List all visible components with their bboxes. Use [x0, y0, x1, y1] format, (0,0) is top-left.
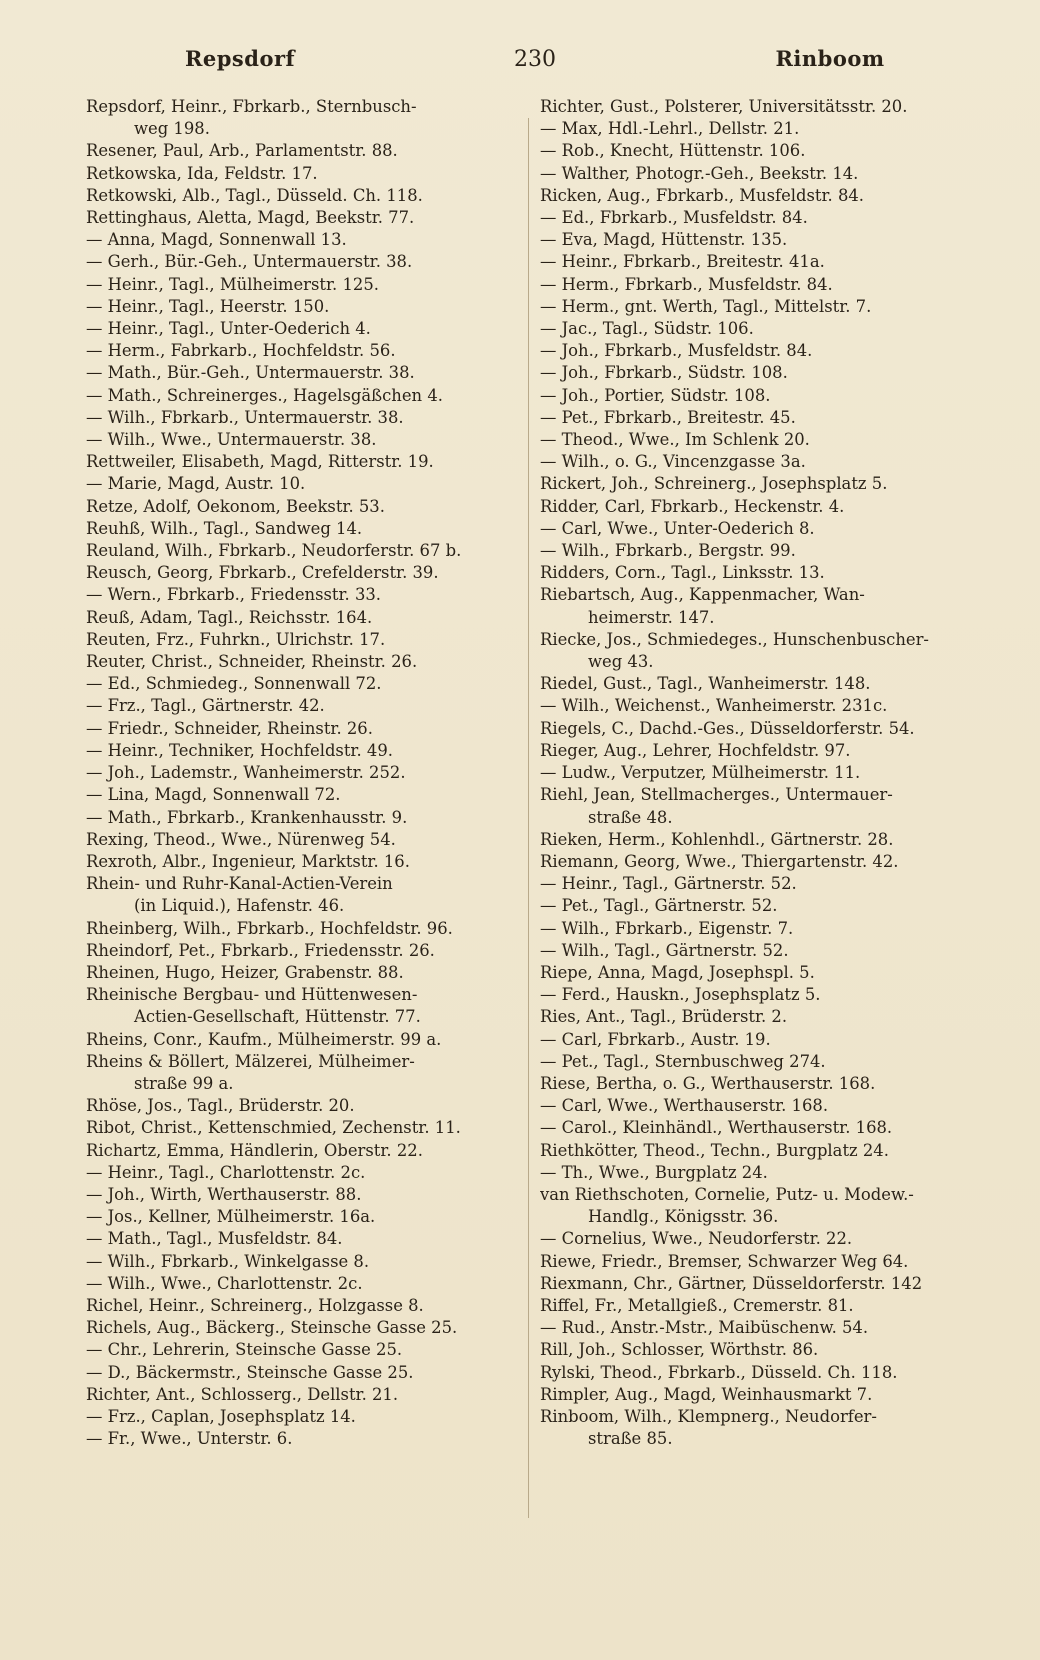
directory-entry: — Math., Schreinerges., Hagelsgäßchen 4. — [86, 385, 443, 405]
column-divider — [528, 118, 529, 1518]
directory-entry: — Anna, Magd, Sonnenwall 13. — [86, 230, 347, 250]
directory-entry: Ricken, Aug., Fbrkarb., Musfeldstr. 84. — [540, 185, 865, 205]
directory-entry: — Marie, Magd, Austr. 10. — [86, 474, 306, 494]
directory-entry: — Max, Hdl.-Lehrl., Dellstr. 21. — [540, 119, 800, 139]
directory-entry: Riethkötter, Theod., Techn., Burgplatz 24. — [540, 1140, 889, 1160]
directory-entry: — Wilh., Fbrkarb., Winkelgasse 8. — [86, 1251, 370, 1271]
directory-entry: — Herm., Fabrkarb., Hochfeldstr. 56. — [86, 341, 396, 361]
directory-entry: Resener, Paul, Arb., Parlamentstr. 88. — [86, 141, 398, 161]
directory-entry: — Joh., Portier, Südstr. 108. — [540, 385, 771, 405]
directory-entry: — Rud., Anstr.-Mstr., Maibüschenw. 54. — [540, 1318, 869, 1338]
directory-entry: Rexing, Theod., Wwe., Nürenweg 54. — [86, 829, 396, 849]
directory-entry: — Gerh., Bür.-Geh., Untermauerstr. 38. — [86, 252, 413, 272]
directory-entry: Richter, Ant., Schlosserg., Dellstr. 21. — [86, 1384, 399, 1404]
directory-entry: Reuhß, Wilh., Tagl., Sandweg 14. — [86, 518, 363, 538]
directory-entry: — Wilh., Wwe., Charlottenstr. 2c. — [86, 1273, 363, 1293]
entry-continuation: heimerstr. 147. — [588, 607, 715, 627]
directory-entry: — Ed., Fbrkarb., Musfeldstr. 84. — [540, 208, 808, 228]
directory-entry: — Frz., Tagl., Gärtnerstr. 42. — [86, 696, 325, 716]
page-number: 230 — [514, 47, 556, 72]
page-header — [90, 46, 980, 82]
directory-entry: Riecke, Jos., Schmiedeges., Hunschenbuscher- — [540, 629, 929, 649]
directory-entry: Riepe, Anna, Magd, Josephspl. 5. — [540, 962, 815, 982]
entry-continuation: straße 85. — [588, 1429, 673, 1449]
directory-entry: — Carol., Kleinhändl., Werthauserstr. 168. — [540, 1118, 893, 1138]
directory-entry: Riewe, Friedr., Bremser, Schwarzer Weg 64. — [540, 1251, 909, 1271]
header-right-keyword: Rinboom — [775, 46, 885, 71]
directory-entry: Richel, Heinr., Schreinerg., Holzgasse 8. — [86, 1295, 424, 1315]
directory-entry: — Ferd., Hauskn., Josephsplatz 5. — [540, 985, 821, 1005]
directory-entry: — Pet., Tagl., Sternbuschweg 274. — [540, 1051, 826, 1071]
directory-entry: Riehl, Jean, Stellmacherges., Untermauer- — [540, 785, 893, 805]
entry-continuation: weg 43. — [588, 652, 654, 672]
directory-entry: — Lina, Magd, Sonnenwall 72. — [86, 785, 341, 805]
directory-entry: Rheindorf, Pet., Fbrkarb., Friedensstr. 26. — [86, 940, 435, 960]
directory-entry: — D., Bäckermstr., Steinsche Gasse 25. — [86, 1362, 414, 1382]
directory-entry: Rheinen, Hugo, Heizer, Grabenstr. 88. — [86, 962, 404, 982]
directory-entry: Rettinghaus, Aletta, Magd, Beekstr. 77. — [86, 208, 415, 228]
entry-continuation: straße 99 a. — [134, 1073, 234, 1093]
directory-entry: — Carl, Wwe., Werthauserstr. 168. — [540, 1096, 829, 1116]
directory-entry: — Cornelius, Wwe., Neudorferstr. 22. — [540, 1229, 853, 1249]
directory-entry: — Heinr., Tagl., Charlottenstr. 2c. — [86, 1162, 366, 1182]
directory-entry: Rheinberg, Wilh., Fbrkarb., Hochfeldstr. 96. — [86, 918, 453, 938]
directory-entry: Rinboom, Wilh., Klempnerg., Neudorfer- — [540, 1406, 877, 1426]
directory-entry: — Heinr., Techniker, Hochfeldstr. 49. — [86, 740, 393, 760]
directory-entry: — Eva, Magd, Hüttenstr. 135. — [540, 230, 788, 250]
directory-entry: — Math., Bür.-Geh., Untermauerstr. 38. — [86, 363, 415, 383]
entry-continuation: weg 198. — [134, 119, 210, 139]
entry-continuation: straße 48. — [588, 807, 673, 827]
directory-entry: — Wilh., Wwe., Untermauerstr. 38. — [86, 430, 377, 450]
directory-entry: Rickert, Joh., Schreinerg., Josephsplatz 5. — [540, 474, 888, 494]
directory-entry: Richartz, Emma, Händlerin, Oberstr. 22. — [86, 1140, 423, 1160]
directory-entry: — Heinr., Tagl., Mülheimerstr. 125. — [86, 274, 379, 294]
directory-entry: — Pet., Tagl., Gärtnerstr. 52. — [540, 896, 778, 916]
directory-entry: Rieken, Herm., Kohlenhdl., Gärtnerstr. 28. — [540, 829, 894, 849]
directory-entry: Reusch, Georg, Fbrkarb., Crefelderstr. 39. — [86, 563, 439, 583]
directory-entry: Rheins, Conr., Kaufm., Mülheimerstr. 99 a. — [86, 1029, 442, 1049]
directory-entry: — Herm., Fbrkarb., Musfeldstr. 84. — [540, 274, 833, 294]
right-column — [540, 96, 970, 1450]
directory-entry: — Herm., gnt. Werth, Tagl., Mittelstr. 7. — [540, 296, 872, 316]
directory-entry: Riexmann, Chr., Gärtner, Düsseldorferstr. 142 — [540, 1273, 923, 1293]
directory-entry: — Theod., Wwe., Im Schlenk 20. — [540, 430, 810, 450]
directory-entry: Rylski, Theod., Fbrkarb., Düsseld. Ch. 118. — [540, 1362, 898, 1382]
directory-entry: Reuß, Adam, Tagl., Reichsstr. 164. — [86, 607, 373, 627]
directory-entry: Richter, Gust., Polsterer, Universitätsstr. 20. — [540, 97, 908, 116]
directory-entry: Rhöse, Jos., Tagl., Brüderstr. 20. — [86, 1096, 355, 1116]
directory-entry: Riese, Bertha, o. G., Werthauserstr. 168. — [540, 1073, 876, 1093]
directory-entry: Rimpler, Aug., Magd, Weinhausmarkt 7. — [540, 1384, 873, 1404]
directory-entry: — Joh., Lademstr., Wanheimerstr. 252. — [86, 763, 406, 783]
directory-entry: — Heinr., Tagl., Gärtnerstr. 52. — [540, 874, 797, 894]
directory-entry: — Heinr., Tagl., Unter-Oederich 4. — [86, 319, 371, 339]
directory-entry: — Carl, Fbrkarb., Austr. 19. — [540, 1029, 771, 1049]
entry-continuation: (in Liquid.), Hafenstr. 46. — [134, 896, 345, 916]
directory-entry: Rieger, Aug., Lehrer, Hochfeldstr. 97. — [540, 740, 851, 760]
directory-entry: Rheins & Böllert, Mälzerei, Mülheimer- — [86, 1051, 415, 1071]
header-left-keyword: Repsdorf — [184, 46, 296, 71]
directory-entry: Ribot, Christ., Kettenschmied, Zechenstr. 11. — [86, 1118, 461, 1138]
directory-entry: — Wilh., Fbrkarb., Eigenstr. 7. — [540, 918, 794, 938]
directory-entry: Repsdorf, Heinr., Fbrkarb., Sternbusch- — [86, 97, 417, 116]
directory-entry: Retkowska, Ida, Feldstr. 17. — [86, 163, 318, 183]
directory-entry: Retkowski, Alb., Tagl., Düsseld. Ch. 118. — [86, 185, 423, 205]
directory-entry: — Heinr., Fbrkarb., Breitestr. 41a. — [540, 252, 825, 272]
directory-entry: — Jac., Tagl., Südstr. 106. — [540, 319, 754, 339]
directory-entry: Rettweiler, Elisabeth, Magd, Ritterstr. 19. — [86, 452, 434, 472]
directory-entry: Riegels, C., Dachd.-Ges., Düsseldorferstr. 54. — [540, 718, 915, 738]
directory-entry: — Heinr., Tagl., Heerstr. 150. — [86, 296, 330, 316]
directory-entry: Reuter, Christ., Schneider, Rheinstr. 26. — [86, 652, 418, 672]
directory-entry: — Ludw., Verputzer, Mülheimerstr. 11. — [540, 763, 861, 783]
directory-entry: — Wilh., Fbrkarb., Bergstr. 99. — [540, 541, 796, 561]
directory-entry: Rheinische Bergbau- und Hüttenwesen- — [86, 985, 418, 1005]
directory-entry: — Wern., Fbrkarb., Friedensstr. 33. — [86, 585, 382, 605]
directory-entry: — Joh., Wirth, Werthauserstr. 88. — [86, 1184, 362, 1204]
directory-entry: — Pet., Fbrkarb., Breitestr. 45. — [540, 407, 796, 427]
directory-entry: — Friedr., Schneider, Rheinstr. 26. — [86, 718, 373, 738]
directory-entry: Riedel, Gust., Tagl., Wanheimerstr. 148. — [540, 674, 871, 694]
directory-entry: Rhein- und Ruhr-Kanal-Actien-Verein — [86, 874, 393, 894]
directory-entry: Ridders, Corn., Tagl., Linksstr. 13. — [540, 563, 825, 583]
directory-entry: Ridder, Carl, Fbrkarb., Heckenstr. 4. — [540, 496, 845, 516]
directory-entry: — Carl, Wwe., Unter-Oederich 8. — [540, 518, 815, 538]
directory-entry: — Math., Fbrkarb., Krankenhausstr. 9. — [86, 807, 408, 827]
entry-continuation: Handlg., Königsstr. 36. — [588, 1207, 779, 1227]
directory-entry: — Ed., Schmiedeg., Sonnenwall 72. — [86, 674, 382, 694]
directory-entry: — Wilh., o. G., Vincenzgasse 3a. — [540, 452, 806, 472]
directory-entry: Retze, Adolf, Oekonom, Beekstr. 53. — [86, 496, 385, 516]
directory-entry: — Frz., Caplan, Josephsplatz 14. — [86, 1406, 356, 1426]
directory-entry: — Wilh., Weichenst., Wanheimerstr. 231c. — [540, 696, 888, 716]
directory-entry: Richels, Aug., Bäckerg., Steinsche Gasse 25. — [86, 1318, 458, 1338]
directory-entry: Ries, Ant., Tagl., Brüderstr. 2. — [540, 1007, 788, 1027]
directory-entry: Reuland, Wilh., Fbrkarb., Neudorferstr. 67 b. — [86, 541, 462, 561]
entry-continuation: Actien-Gesellschaft, Hüttenstr. 77. — [134, 1007, 421, 1027]
directory-entry: — Walther, Photogr.-Geh., Beekstr. 14. — [540, 163, 859, 183]
directory-entry: — Joh., Fbrkarb., Südstr. 108. — [540, 363, 788, 383]
directory-entry: Riffel, Fr., Metallgieß., Cremerstr. 81. — [540, 1295, 854, 1315]
directory-entry: Reuten, Frz., Fuhrkn., Ulrichstr. 17. — [86, 629, 386, 649]
directory-entry: — Rob., Knecht, Hüttenstr. 106. — [540, 141, 806, 161]
directory-entry: — Jos., Kellner, Mülheimerstr. 16a. — [86, 1207, 376, 1227]
left-column — [86, 96, 516, 1450]
directory-entry: — Chr., Lehrerin, Steinsche Gasse 25. — [86, 1340, 403, 1360]
directory-entry: Rexroth, Albr., Ingenieur, Marktstr. 16. — [86, 851, 410, 871]
directory-entry: Rill, Joh., Schlosser, Wörthstr. 86. — [540, 1340, 819, 1360]
directory-entry: — Joh., Fbrkarb., Musfeldstr. 84. — [540, 341, 813, 361]
directory-entry: — Wilh., Fbrkarb., Untermauerstr. 38. — [86, 407, 404, 427]
directory-entry: — Wilh., Tagl., Gärtnerstr. 52. — [540, 940, 789, 960]
directory-entry: — Fr., Wwe., Unterstr. 6. — [86, 1429, 293, 1449]
directory-entry: — Th., Wwe., Burgplatz 24. — [540, 1162, 768, 1182]
directory-entry: Riebartsch, Aug., Kappenmacher, Wan- — [540, 585, 865, 605]
directory-entry: van Riethschoten, Cornelie, Putz- u. Modew.- — [540, 1184, 914, 1204]
directory-entry: — Math., Tagl., Musfeldstr. 84. — [86, 1229, 343, 1249]
directory-entry: Riemann, Georg, Wwe., Thiergartenstr. 42. — [540, 851, 899, 871]
